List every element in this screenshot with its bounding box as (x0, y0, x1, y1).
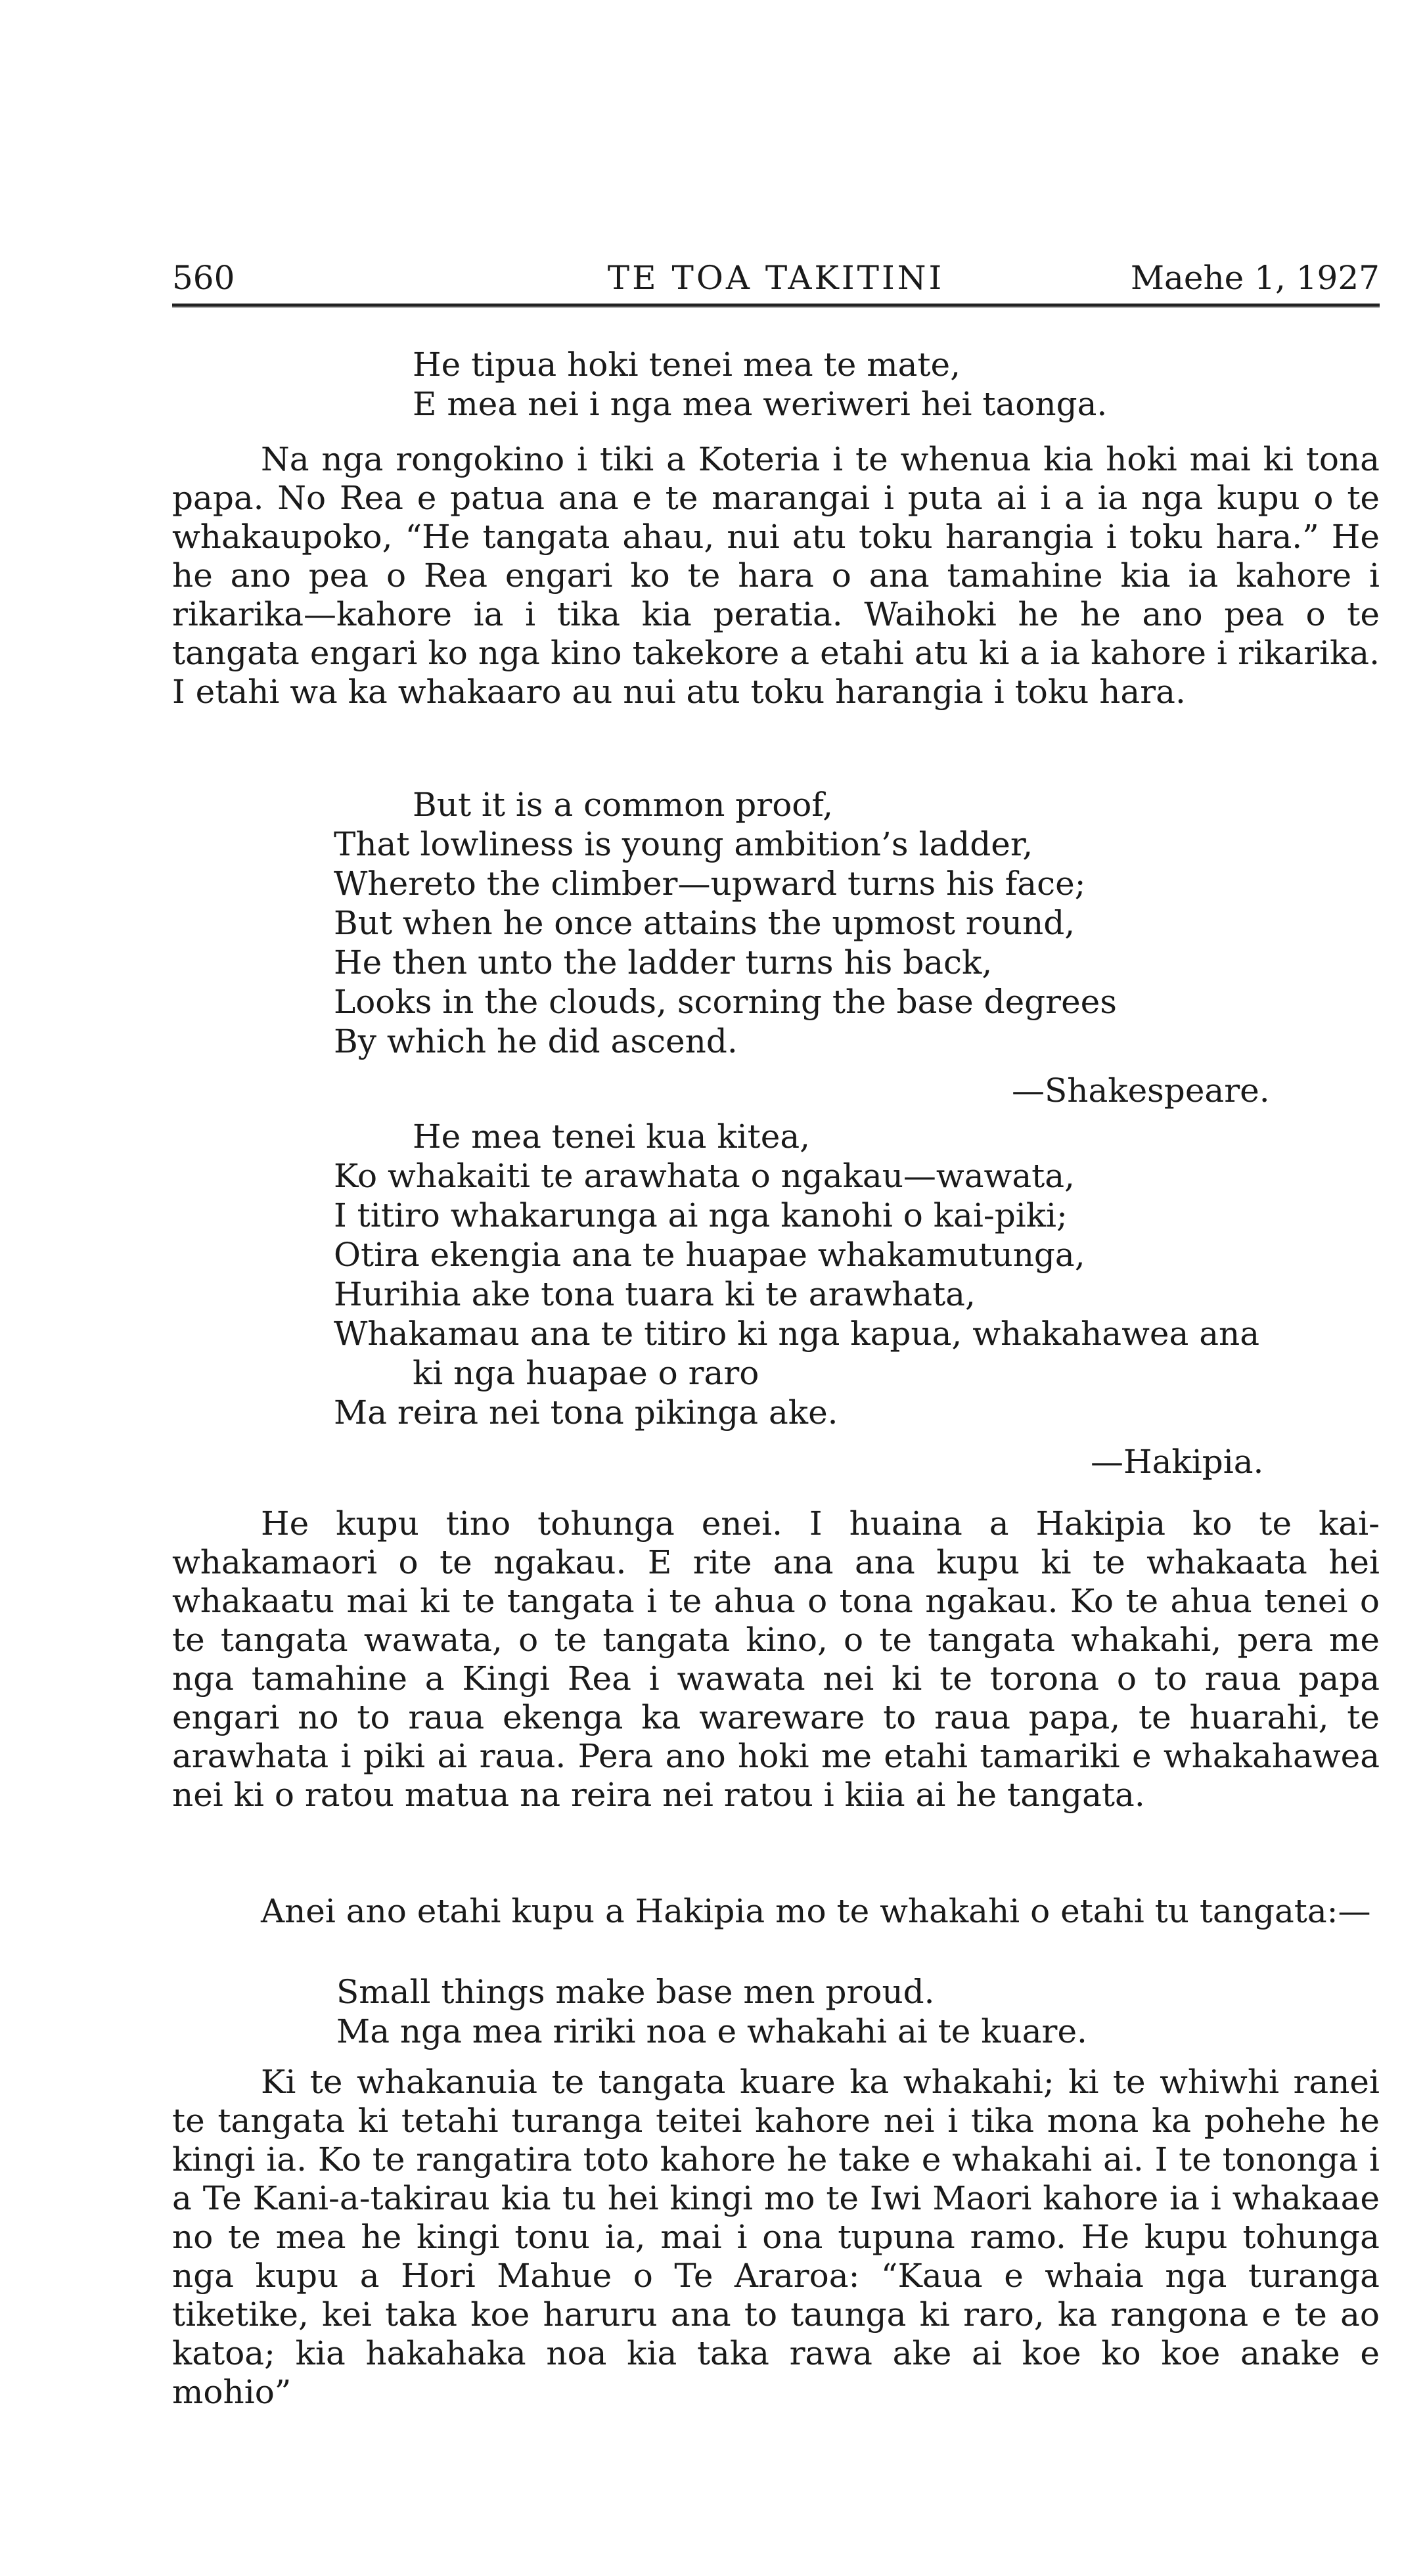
verse-line: He tipua hoki tenei mea te mate, (413, 346, 961, 384)
issue-date: Maehe 1, 1927 (1130, 259, 1380, 297)
shakespeare-attribution: —Shakespeare. (1012, 1072, 1270, 1110)
paragraph-4: Ki te whakanuia te tangata kuare ka whakahi; ki te whiwhi ranei te tangata ki tetahi turanga teitei kahore nei i tika mona ka pohehe he kingi ia. Ko te rangatira toto kahore he take e whakahi ai. I te tononga i a Te Kani-a-takirau kia tu hei kingi mo te Iwi Maori kahore ia i whakaae no te mea he kingi tonu ia, mai i ona tupuna ramo. He kupu tohunga nga kupu a Hori Mahue o Te Araroa: “Kaua e whaia nga turanga tiketike, kei taka koe haruru ana to taunga ki raro, ka rangona e te ao katoa; kia hakahaka noa kia taka rawa ake ai koe ko koe anake e mohio” (172, 2063, 1380, 2411)
maori-poem (334, 1117, 1259, 1432)
poem-line: I titiro whakarunga ai nga kanohi o kai-piki; (334, 1196, 1068, 1234)
poem-line: Otira ekengia ana te huapae whakamutunga, (334, 1236, 1085, 1274)
opening-verse (413, 345, 1107, 424)
couplet-line: Ma nga mea ririki noa e whakahi ai te kuare. (336, 2012, 1087, 2050)
header-rule (172, 304, 1380, 307)
poem-line: Looks in the clouds, scorning the base degrees (334, 983, 1117, 1021)
english-poem (334, 785, 1117, 1061)
poem-line: Whereto the climber—upward turns his face; (334, 865, 1086, 903)
running-header (172, 255, 1380, 301)
poem-line: Whakamau ana te titiro ki nga kapua, whakahawea ana (334, 1315, 1260, 1353)
couplet (336, 1972, 1087, 2051)
poem-line: Hurihia ake tona tuara ki te arawhata, (334, 1275, 976, 1313)
poem-line: He then unto the ladder turns his back, (334, 943, 993, 982)
poem-line: He mea tenei kua kitea, (413, 1118, 811, 1156)
poem-line: That lowliness is young ambition’s ladder, (334, 825, 1033, 863)
poem-line: ki nga huapae o raro (413, 1354, 759, 1392)
page-number: 560 (172, 259, 235, 297)
poem-line: But when he once attains the upmost round, (334, 904, 1075, 942)
journal-title: TE TOA TAKITINI (607, 259, 945, 297)
paragraph-3: Anei ano etahi kupu a Hakipia mo te whakahi o etahi tu tangata:— (261, 1892, 1371, 1930)
poem-line: Ko whakaiti te arawhata o ngakau—wawata, (334, 1157, 1075, 1195)
couplet-line: Small things make base men proud. (336, 1973, 935, 2011)
poem-line: By which he did ascend. (334, 1022, 738, 1060)
poem-line: But it is a common proof, (413, 786, 834, 824)
paragraph-1: Na nga rongokino i tiki a Koteria i te whenua kia hoki mai ki tona papa. No Rea e patua ana e te marangai i puta ai i a ia nga kupu o te whakaupoko, “He tangata ahau, nui atu toku harangia i toku hara.” He he ano pea o Rea engari ko te hara o ana tamahine kia ia kahore i rikarika—kahore ia i tika kia peratia. Waihoki he he ano pea o te tangata engari ko nga kino takekore a etahi atu ki a ia kahore i rikarika. I etahi wa ka whakaaro au nui atu toku harangia i toku hara. (172, 440, 1380, 711)
paragraph-2: He kupu tino tohunga enei. I huaina a Hakipia ko te kai-whakamaori o te ngakau. E rite ana ana kupu ki te whakaata hei whakaatu mai ki te tangata i te ahua o tona ngakau. Ko te ahua tenei o te tangata wawata, o te tangata kino, o te tangata whakahi, pera me nga tamahine a Kingi Rea i wawata nei ki te torona o to raua papa engari no to raua ekenga ka wareware to raua papa, te huarahi, te arawhata i piki ai raua. Pera ano hoki me etahi tamariki e whakahawea nei ki o ratou matua na reira nei ratou i kiia ai he tangata. (172, 1504, 1380, 1814)
verse-line: E mea nei i nga mea weriweri hei taonga. (413, 385, 1108, 423)
hakipia-attribution: —Hakipia. (1091, 1443, 1264, 1481)
poem-line: Ma reira nei tona pikinga ake. (334, 1393, 838, 1432)
